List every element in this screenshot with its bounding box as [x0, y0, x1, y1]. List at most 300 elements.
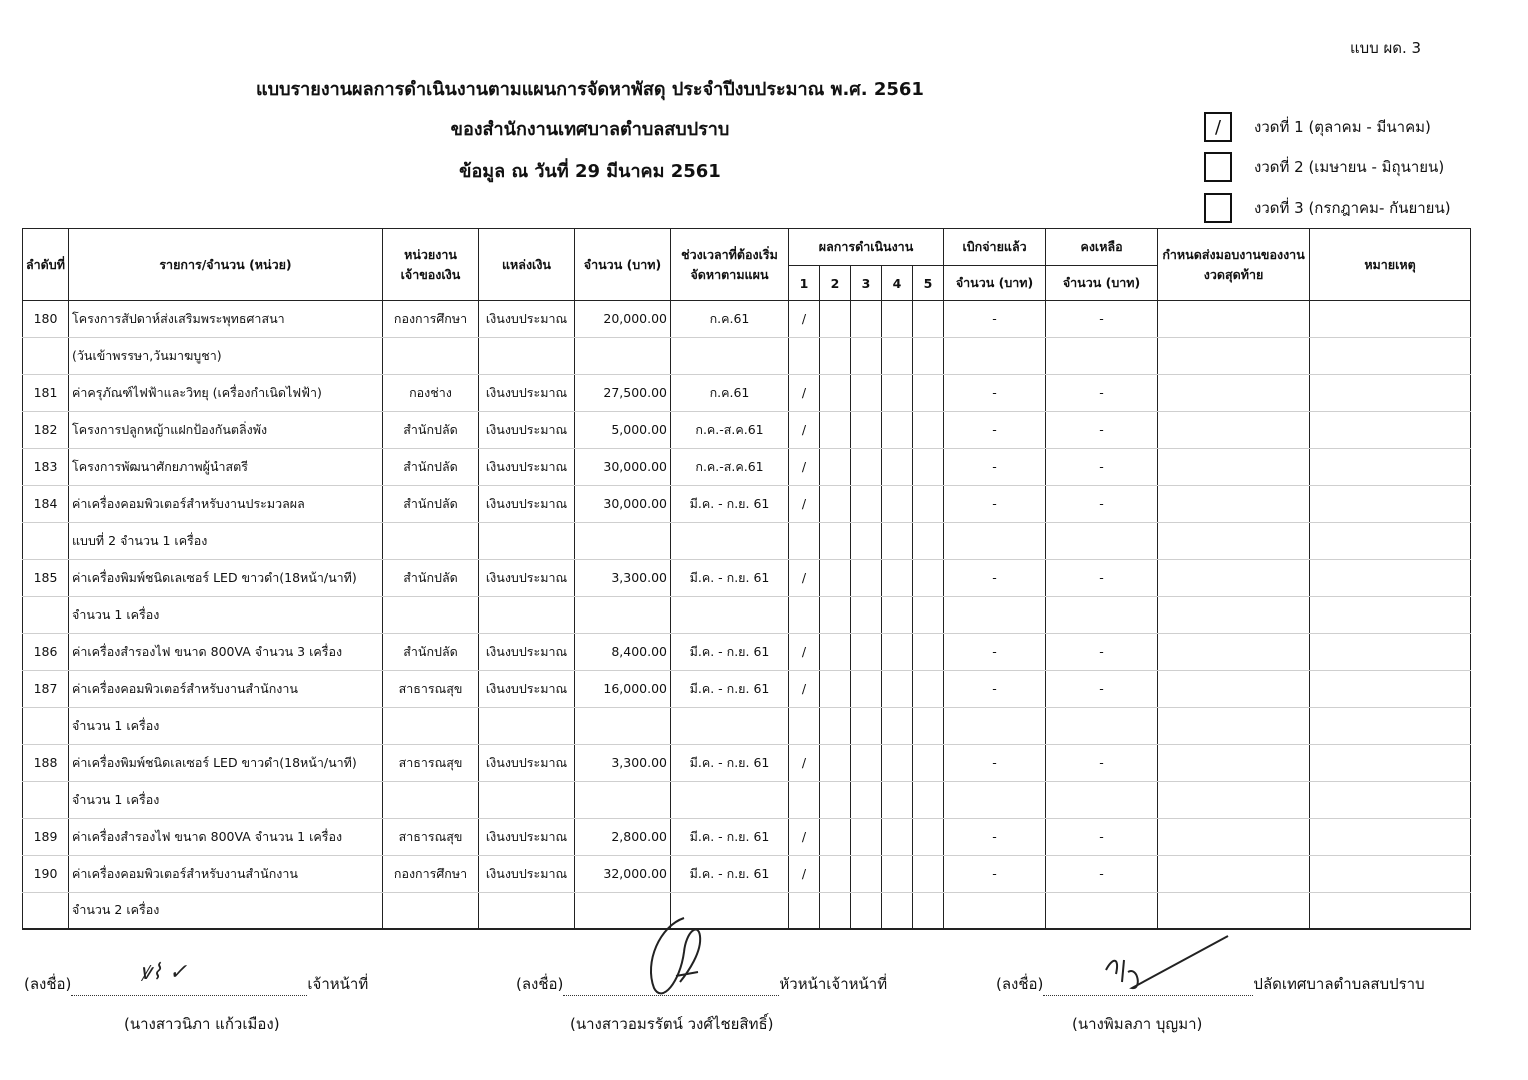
header-timeframe: ช่วงเวลาที่ต้องเริ่มจัดหาตามแผน	[671, 229, 789, 301]
row-timeframe	[671, 522, 789, 559]
row-result-4	[882, 448, 913, 485]
row-remain	[1046, 707, 1158, 744]
row-timeframe	[671, 781, 789, 818]
table-row	[23, 892, 1471, 929]
row-remain: -	[1046, 448, 1158, 485]
row-unit: กองช่าง	[383, 374, 479, 411]
row-paid	[944, 522, 1046, 559]
row-amount	[575, 596, 671, 633]
row-unit: สาธารณสุข	[383, 744, 479, 781]
row-number: 181	[23, 374, 69, 411]
row-result-2	[820, 337, 851, 374]
row-result-1: /	[789, 301, 820, 338]
header-item: รายการ/จำนวน (หน่วย)	[69, 229, 383, 301]
row-note	[1310, 744, 1471, 781]
row-result-1: /	[789, 633, 820, 670]
table-row	[23, 596, 1471, 633]
row-paid: -	[944, 374, 1046, 411]
row-amount	[575, 781, 671, 818]
row-source	[479, 781, 575, 818]
row-unit	[383, 781, 479, 818]
row-result-5	[913, 411, 944, 448]
row-paid	[944, 892, 1046, 929]
row-number	[23, 707, 69, 744]
period-checkbox-1: /	[1204, 112, 1232, 142]
row-source: เงินงบประมาณ	[479, 301, 575, 338]
row-amount: 3,300.00	[575, 559, 671, 596]
signature-name-officer: (นางสาวนิภา แก้วเมือง)	[124, 1015, 280, 1033]
row-result-2	[820, 485, 851, 522]
row-result-4	[882, 892, 913, 929]
row-number: 184	[23, 485, 69, 522]
signature-prefix: (ลงชื่อ)	[996, 975, 1044, 993]
row-delivery	[1158, 374, 1310, 411]
row-delivery	[1158, 707, 1310, 744]
table-row	[23, 855, 1471, 892]
row-delivery	[1158, 633, 1310, 670]
header-paid-bottom: จำนวน (บาท)	[944, 266, 1046, 301]
row-amount	[575, 337, 671, 374]
row-paid: -	[944, 559, 1046, 596]
row-unit: สำนักปลัด	[383, 485, 479, 522]
row-paid: -	[944, 744, 1046, 781]
row-item: ค่าเครื่องคอมพิวเตอร์สำหรับงานประมวลผล	[69, 485, 383, 522]
row-remain: -	[1046, 485, 1158, 522]
period-checkbox-2	[1204, 152, 1232, 182]
row-result-3	[851, 559, 882, 596]
signature-role: หัวหน้าเจ้าหน้าที่	[779, 975, 888, 993]
row-item: โครงการสัปดาห์ส่งเสริมพระพุทธศาสนา	[69, 301, 383, 338]
header-unit: หน่วยงานเจ้าของเงิน	[383, 229, 479, 301]
row-item: จำนวน 2 เครื่อง	[69, 892, 383, 929]
header-result-4: 4	[882, 266, 913, 301]
row-paid: -	[944, 485, 1046, 522]
row-result-5	[913, 337, 944, 374]
row-source: เงินงบประมาณ	[479, 411, 575, 448]
table-row	[23, 707, 1471, 744]
row-result-3	[851, 818, 882, 855]
period-option-2	[1204, 152, 1444, 182]
row-result-2	[820, 707, 851, 744]
header-result-5: 5	[913, 266, 944, 301]
row-unit: สำนักปลัด	[383, 448, 479, 485]
row-result-3	[851, 596, 882, 633]
row-number	[23, 337, 69, 374]
row-unit: สำนักปลัด	[383, 559, 479, 596]
row-result-5	[913, 374, 944, 411]
row-result-4	[882, 818, 913, 855]
row-note	[1310, 337, 1471, 374]
period-label-1: งวดที่ 1 (ตุลาคม - มีนาคม)	[1254, 118, 1431, 136]
row-number	[23, 596, 69, 633]
row-timeframe: มี.ค. - ก.ย. 61	[671, 670, 789, 707]
row-paid	[944, 781, 1046, 818]
row-unit: กองการศึกษา	[383, 301, 479, 338]
row-result-5	[913, 633, 944, 670]
header-result: ผลการดำเนินงาน	[789, 229, 944, 266]
row-unit: กองการศึกษา	[383, 855, 479, 892]
row-remain: -	[1046, 818, 1158, 855]
row-result-3	[851, 301, 882, 338]
row-result-5	[913, 781, 944, 818]
table-row	[23, 485, 1471, 522]
row-note	[1310, 707, 1471, 744]
row-result-1	[789, 707, 820, 744]
header-delivery: กำหนดส่งมอบงานของงานงวดสุดท้าย	[1158, 229, 1310, 301]
row-delivery	[1158, 670, 1310, 707]
row-result-3	[851, 337, 882, 374]
row-source: เงินงบประมาณ	[479, 670, 575, 707]
row-result-4	[882, 301, 913, 338]
row-note	[1310, 301, 1471, 338]
row-unit	[383, 596, 479, 633]
row-amount	[575, 707, 671, 744]
row-number: 180	[23, 301, 69, 338]
row-number: 190	[23, 855, 69, 892]
row-unit: สำนักปลัด	[383, 633, 479, 670]
row-item: แบบที่ 2 จำนวน 1 เครื่อง	[69, 522, 383, 559]
row-unit	[383, 892, 479, 929]
row-amount: 32,000.00	[575, 855, 671, 892]
row-note	[1310, 559, 1471, 596]
row-result-2	[820, 892, 851, 929]
signature-scribble-3	[1098, 930, 1238, 994]
row-amount: 30,000.00	[575, 448, 671, 485]
procurement-report-table	[22, 228, 1471, 930]
row-result-2	[820, 522, 851, 559]
row-timeframe: มี.ค. - ก.ย. 61	[671, 559, 789, 596]
row-result-1	[789, 596, 820, 633]
row-timeframe: มี.ค. - ก.ย. 61	[671, 744, 789, 781]
row-result-2	[820, 633, 851, 670]
header-remain-bottom: จำนวน (บาท)	[1046, 266, 1158, 301]
row-result-2	[820, 596, 851, 633]
row-note	[1310, 892, 1471, 929]
table-row	[23, 818, 1471, 855]
table-row	[23, 670, 1471, 707]
header-result-3: 3	[851, 266, 882, 301]
row-result-5	[913, 707, 944, 744]
row-remain: -	[1046, 374, 1158, 411]
signature-name-head: (นางสาวอมรรัตน์ วงศ์ไชยสิทธิ์)	[570, 1015, 774, 1033]
row-item: โครงการปลูกหญ้าแฝกป้องกันตลิ่งพัง	[69, 411, 383, 448]
table-row	[23, 522, 1471, 559]
row-unit: สำนักปลัด	[383, 411, 479, 448]
row-result-4	[882, 485, 913, 522]
row-number: 187	[23, 670, 69, 707]
row-source	[479, 707, 575, 744]
header-remain-top: คงเหลือ	[1046, 229, 1158, 266]
row-timeframe	[671, 596, 789, 633]
row-amount	[575, 522, 671, 559]
row-result-4	[882, 633, 913, 670]
row-result-1: /	[789, 559, 820, 596]
row-note	[1310, 522, 1471, 559]
row-amount: 5,000.00	[575, 411, 671, 448]
row-remain	[1046, 522, 1158, 559]
report-title: แบบรายงานผลการดำเนินงานตามแผนการจัดหาพัสดุ ประจำปีงบประมาณ พ.ศ. 2561	[256, 79, 924, 100]
row-timeframe: มี.ค. - ก.ย. 61	[671, 633, 789, 670]
row-item: จำนวน 1 เครื่อง	[69, 596, 383, 633]
row-result-2	[820, 411, 851, 448]
row-remain: -	[1046, 633, 1158, 670]
row-timeframe: มี.ค. - ก.ย. 61	[671, 818, 789, 855]
row-result-1: /	[789, 670, 820, 707]
row-result-3	[851, 781, 882, 818]
row-source	[479, 892, 575, 929]
row-delivery	[1158, 892, 1310, 929]
row-result-2	[820, 781, 851, 818]
row-result-2	[820, 818, 851, 855]
row-source	[479, 337, 575, 374]
row-amount: 20,000.00	[575, 301, 671, 338]
row-timeframe	[671, 337, 789, 374]
header-note: หมายเหตุ	[1310, 229, 1471, 301]
row-paid: -	[944, 301, 1046, 338]
row-result-4	[882, 855, 913, 892]
row-result-3	[851, 707, 882, 744]
row-amount: 30,000.00	[575, 485, 671, 522]
row-delivery	[1158, 559, 1310, 596]
row-source: เงินงบประมาณ	[479, 633, 575, 670]
row-result-5	[913, 301, 944, 338]
row-paid	[944, 707, 1046, 744]
signature-officer	[24, 972, 368, 996]
row-unit: สาธารณสุข	[383, 670, 479, 707]
row-delivery	[1158, 485, 1310, 522]
row-unit	[383, 707, 479, 744]
row-amount: 8,400.00	[575, 633, 671, 670]
row-remain: -	[1046, 670, 1158, 707]
signature-scribble-2	[640, 912, 720, 1002]
period-label-3: งวดที่ 3 (กรกฎาคม- กันยายน)	[1254, 199, 1451, 217]
signature-role: เจ้าหน้าที่	[307, 975, 369, 993]
row-amount: 16,000.00	[575, 670, 671, 707]
row-source: เงินงบประมาณ	[479, 448, 575, 485]
row-paid: -	[944, 448, 1046, 485]
row-note	[1310, 596, 1471, 633]
row-result-3	[851, 411, 882, 448]
row-remain: -	[1046, 411, 1158, 448]
row-remain: -	[1046, 559, 1158, 596]
row-delivery	[1158, 596, 1310, 633]
row-result-5	[913, 744, 944, 781]
row-result-2	[820, 301, 851, 338]
row-number: 183	[23, 448, 69, 485]
row-result-5	[913, 596, 944, 633]
row-paid: -	[944, 855, 1046, 892]
row-result-5	[913, 670, 944, 707]
row-result-1: /	[789, 744, 820, 781]
row-remain: -	[1046, 301, 1158, 338]
row-remain: -	[1046, 855, 1158, 892]
table-row	[23, 744, 1471, 781]
row-item: ค่าเครื่องคอมพิวเตอร์สำหรับงานสำนักงาน	[69, 670, 383, 707]
row-paid: -	[944, 670, 1046, 707]
row-delivery	[1158, 301, 1310, 338]
row-result-1	[789, 892, 820, 929]
header-amount: จำนวน (บาท)	[575, 229, 671, 301]
header-result-2: 2	[820, 266, 851, 301]
row-unit	[383, 337, 479, 374]
row-source: เงินงบประมาณ	[479, 374, 575, 411]
row-result-5	[913, 485, 944, 522]
row-result-5	[913, 559, 944, 596]
report-date: ข้อมูล ณ วันที่ 29 มีนาคม 2561	[459, 161, 721, 182]
table-row	[23, 374, 1471, 411]
row-result-4	[882, 522, 913, 559]
row-delivery	[1158, 411, 1310, 448]
period-label-2: งวดที่ 2 (เมษายน - มิถุนายน)	[1254, 158, 1445, 176]
row-item: จำนวน 1 เครื่อง	[69, 707, 383, 744]
row-result-2	[820, 559, 851, 596]
row-remain	[1046, 337, 1158, 374]
row-remain	[1046, 892, 1158, 929]
row-result-3	[851, 522, 882, 559]
row-result-3	[851, 633, 882, 670]
row-number	[23, 522, 69, 559]
row-result-2	[820, 855, 851, 892]
row-delivery	[1158, 522, 1310, 559]
signature-scribble-1: ꝟ⌇ ✓	[140, 960, 188, 985]
row-result-5	[913, 855, 944, 892]
row-note	[1310, 411, 1471, 448]
row-result-1: /	[789, 448, 820, 485]
row-result-4	[882, 744, 913, 781]
row-paid: -	[944, 818, 1046, 855]
row-note	[1310, 818, 1471, 855]
row-result-4	[882, 411, 913, 448]
row-result-3	[851, 448, 882, 485]
row-source: เงินงบประมาณ	[479, 485, 575, 522]
signature-prefix: (ลงชื่อ)	[516, 975, 564, 993]
row-source	[479, 522, 575, 559]
row-result-3	[851, 892, 882, 929]
row-result-1: /	[789, 374, 820, 411]
table-row	[23, 448, 1471, 485]
row-note	[1310, 670, 1471, 707]
row-source: เงินงบประมาณ	[479, 855, 575, 892]
row-item: ค่าเครื่องพิมพ์ชนิดเลเซอร์ LED ขาวดำ(18หน้า/นาที)	[69, 559, 383, 596]
row-result-3	[851, 374, 882, 411]
row-result-3	[851, 485, 882, 522]
row-result-2	[820, 744, 851, 781]
header-no: ลำดับที่	[23, 229, 69, 301]
row-note	[1310, 485, 1471, 522]
signature-name-chief: (นางพิมลภา บุญมา)	[1072, 1015, 1203, 1033]
row-result-5	[913, 818, 944, 855]
header-source: แหล่งเงิน	[479, 229, 575, 301]
row-timeframe: ก.ค.-ส.ค.61	[671, 411, 789, 448]
row-number: 185	[23, 559, 69, 596]
header-paid-top: เบิกจ่ายแล้ว	[944, 229, 1046, 266]
row-source: เงินงบประมาณ	[479, 744, 575, 781]
row-delivery	[1158, 448, 1310, 485]
row-item: (วันเข้าพรรษา,วันมาฆบูชา)	[69, 337, 383, 374]
table-row	[23, 411, 1471, 448]
row-source	[479, 596, 575, 633]
row-item: ค่าเครื่องสำรองไฟ ขนาด 800VA จำนวน 3 เครื่อง	[69, 633, 383, 670]
period-option-1	[1204, 112, 1431, 142]
table-row	[23, 337, 1471, 374]
row-timeframe: มี.ค. - ก.ย. 61	[671, 855, 789, 892]
table-row	[23, 633, 1471, 670]
row-delivery	[1158, 337, 1310, 374]
signature-role: ปลัดเทศบาลตำบลสบปราบ	[1253, 975, 1425, 993]
row-result-2	[820, 670, 851, 707]
row-result-3	[851, 744, 882, 781]
form-code: แบบ ผด. 3	[1350, 39, 1422, 57]
row-result-4	[882, 337, 913, 374]
row-note	[1310, 448, 1471, 485]
row-number: 182	[23, 411, 69, 448]
row-number: 188	[23, 744, 69, 781]
row-timeframe: ก.ค.61	[671, 301, 789, 338]
row-delivery	[1158, 744, 1310, 781]
row-item: ค่าเครื่องพิมพ์ชนิดเลเซอร์ LED ขาวดำ(18หน้า/นาที)	[69, 744, 383, 781]
row-amount: 3,300.00	[575, 744, 671, 781]
row-result-2	[820, 374, 851, 411]
row-result-1: /	[789, 485, 820, 522]
row-delivery	[1158, 818, 1310, 855]
row-result-5	[913, 522, 944, 559]
row-result-1: /	[789, 818, 820, 855]
row-result-1: /	[789, 855, 820, 892]
row-number: 186	[23, 633, 69, 670]
row-paid: -	[944, 633, 1046, 670]
row-source: เงินงบประมาณ	[479, 818, 575, 855]
row-number	[23, 892, 69, 929]
row-result-4	[882, 781, 913, 818]
row-result-1: /	[789, 411, 820, 448]
row-note	[1310, 855, 1471, 892]
row-result-1	[789, 522, 820, 559]
row-item: ค่าครุภัณฑ์ไฟฟ้าและวิทยุ (เครื่องกำเนิดไฟฟ้า)	[69, 374, 383, 411]
row-unit: สาธารณสุข	[383, 818, 479, 855]
row-result-4	[882, 596, 913, 633]
row-amount: 2,800.00	[575, 818, 671, 855]
row-item: โครงการพัฒนาศักยภาพผู้นำสตรี	[69, 448, 383, 485]
row-paid	[944, 596, 1046, 633]
period-option-3	[1204, 193, 1451, 223]
row-paid: -	[944, 411, 1046, 448]
row-delivery	[1158, 781, 1310, 818]
row-timeframe: ก.ค.61	[671, 374, 789, 411]
row-timeframe: มี.ค. - ก.ย. 61	[671, 485, 789, 522]
report-organization: ของสำนักงานเทศบาลตำบลสบปราบ	[450, 119, 730, 140]
row-result-4	[882, 670, 913, 707]
row-number	[23, 781, 69, 818]
row-number: 189	[23, 818, 69, 855]
period-checkbox-3	[1204, 193, 1232, 223]
row-paid	[944, 337, 1046, 374]
row-remain	[1046, 596, 1158, 633]
row-remain: -	[1046, 744, 1158, 781]
row-result-4	[882, 707, 913, 744]
row-timeframe	[671, 707, 789, 744]
row-item: ค่าเครื่องสำรองไฟ ขนาด 800VA จำนวน 1 เครื่อง	[69, 818, 383, 855]
row-result-1	[789, 781, 820, 818]
row-item: ค่าเครื่องคอมพิวเตอร์สำหรับงานสำนักงาน	[69, 855, 383, 892]
table-row	[23, 559, 1471, 596]
row-source: เงินงบประมาณ	[479, 559, 575, 596]
row-result-3	[851, 670, 882, 707]
row-item: จำนวน 1 เครื่อง	[69, 781, 383, 818]
row-note	[1310, 781, 1471, 818]
row-timeframe: ก.ค.-ส.ค.61	[671, 448, 789, 485]
table-row	[23, 301, 1471, 338]
row-result-4	[882, 374, 913, 411]
